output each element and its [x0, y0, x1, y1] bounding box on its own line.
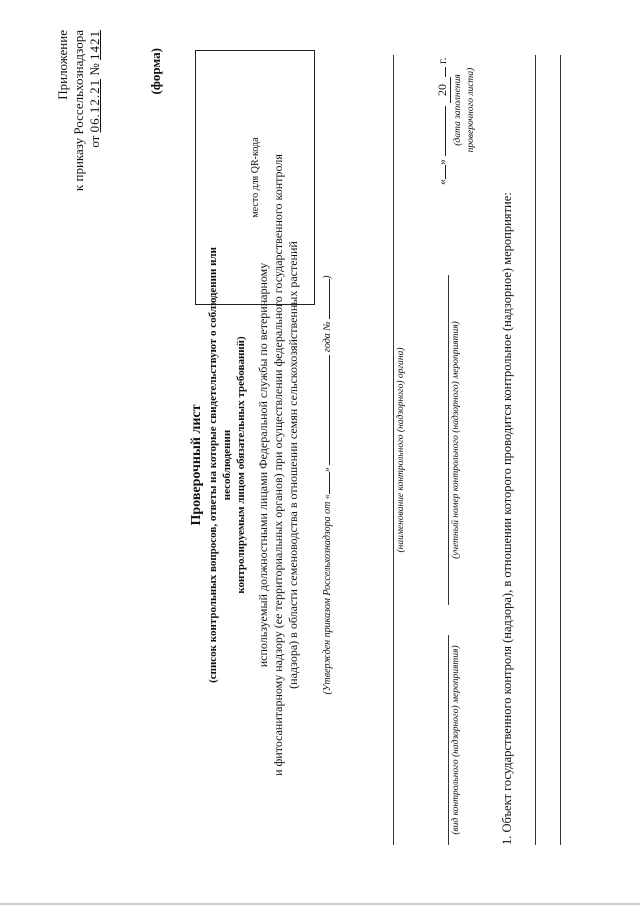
date-year-blank: [445, 67, 446, 77]
form-label: (форма): [148, 48, 163, 95]
organ-name-caption: (наименование контрольного (надзорного) органа): [396, 347, 406, 553]
approval-suffix: ): [322, 275, 333, 279]
item-1-object: 1. Объект государственного контроля (надзора), в отношении которого проводится контрольное (надзорное) мероприятие:: [500, 192, 514, 845]
approval-quote: »: [322, 467, 333, 473]
order-number-prefix: №: [87, 63, 102, 76]
fill-date-caption-line2: проверочного листа): [466, 67, 476, 153]
order-number: 1421: [87, 30, 102, 60]
appendix-title: Приложение: [55, 30, 70, 100]
title-block: [188, 225, 248, 705]
usage-description: [256, 105, 301, 825]
page-title: Проверочный лист: [189, 404, 204, 526]
usage-line2: и фитосанитарному надзору (ее территориальных органов) при осуществлении федерального государственного контроля: [271, 154, 285, 776]
approval-line: [322, 215, 333, 755]
approval-day-blank: [329, 472, 330, 494]
appendix-header: [55, 30, 103, 330]
approval-number-blank: [329, 279, 330, 319]
fill-date-caption-line1: (дата заполнения: [453, 74, 463, 146]
organ-name-line: [393, 55, 394, 845]
order-date: 06.12.21: [87, 78, 102, 133]
date-year-prefix: 20: [435, 77, 451, 103]
fill-date-row: [435, 35, 451, 185]
order-date-prefix: от: [87, 135, 102, 148]
date-open-quote: «: [435, 179, 449, 185]
usage-line1: используемый должностными лицами Федеральной службы по ветеринарному: [256, 262, 270, 668]
title-subtitle-line1: (список контрольных вопросов, ответы на которые свидетельствуют о соблюдении или несоблюдении: [207, 247, 233, 683]
appendix-order-date-line: [87, 30, 103, 330]
item-1-answer-line-1: [535, 55, 536, 845]
usage-line3: (надзора) в области семеноводства в отношении семян сельскохозяйственных растений: [286, 241, 300, 689]
approval-prefix: (Утвержден приказом Россельхознадзора от «: [322, 494, 333, 695]
date-close-quote: »: [435, 159, 449, 165]
approval-year-number: года №: [322, 321, 333, 353]
title-subtitle-line2: контролируемым лицом обязательных требований): [235, 336, 247, 594]
approval-month-blank: [329, 355, 330, 465]
event-type-caption: (вид контрольного (надзорного) мероприятия): [451, 645, 461, 835]
event-type-line: [448, 635, 449, 845]
fill-date-block: [435, 35, 477, 185]
item-1-answer-line-2: [560, 55, 561, 845]
account-number-line: [448, 275, 449, 605]
account-number-caption: (учетный номер контрольного (надзорного) мероприятия): [451, 321, 461, 559]
qr-code-label: место для QR-кода: [249, 137, 261, 218]
date-day-blank: [445, 165, 446, 179]
date-month-blank: [445, 106, 446, 156]
appendix-order-ref: к приказу Россельхознадзора: [71, 30, 86, 192]
date-year-suffix: г.: [435, 57, 449, 64]
